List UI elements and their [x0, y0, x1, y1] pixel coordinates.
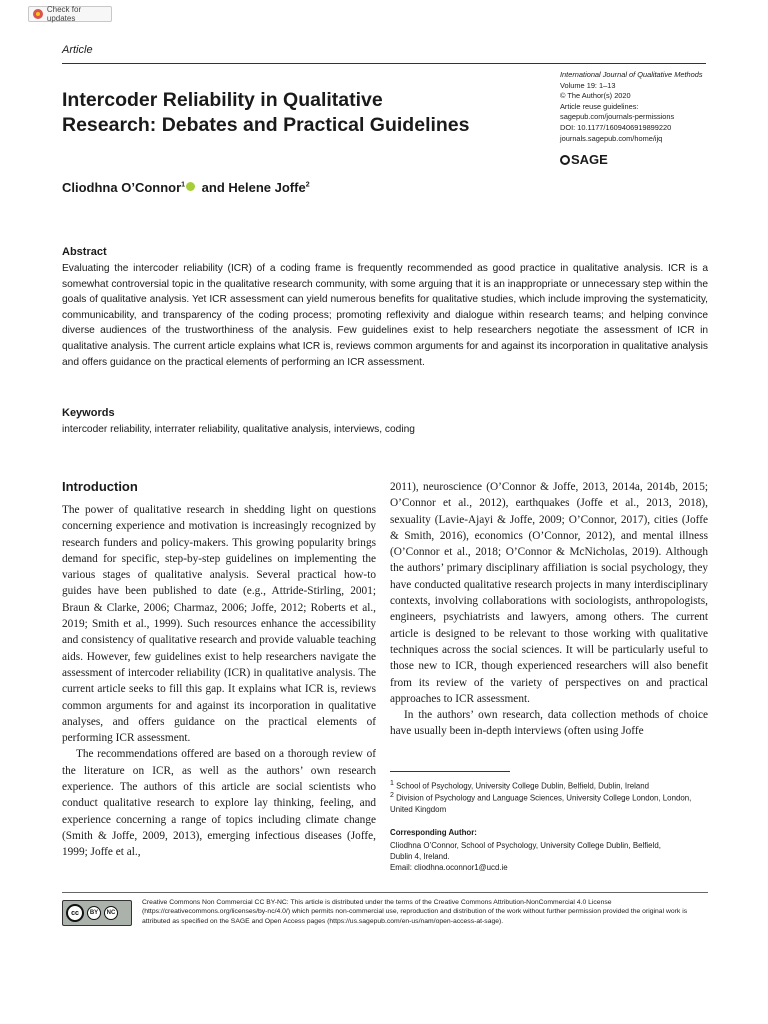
- author-1-affiliation: 1: [181, 181, 186, 189]
- sage-logo-icon: [560, 155, 570, 165]
- doi-link[interactable]: DOI: 10.1177/1609406919899220: [560, 122, 672, 132]
- footnote-2: [390, 790, 708, 815]
- footnote-2-number: 2: [390, 792, 394, 799]
- footnote-1-text: School of Psychology, University College Dublin, Belfield, Dublin, Ireland: [396, 781, 650, 791]
- reuse-guidelines-link[interactable]: sagepub.com/journals-permissions: [560, 112, 675, 122]
- license-text: Creative Commons Non Commercial CC BY-NC: This article is distributed under the terms of the Creative Commons Attribution-NonCommercial 4.0 License (https://creativecommons.org/licenses/by-nc/4.0/) which permits non-commercial use, reproduction and distribution of the work without further permission provided the original work is attributed as specified on the SAGE and Open Access pages (https://us.sagepub.com/en-us/nam/open-access-at-sage).: [142, 899, 688, 925]
- title-line-2: Research: Debates and Practical Guidelines: [62, 114, 470, 136]
- footnote-2-text: Division of Psychology and Language Sciences, University College London, London, United Kingdom: [390, 793, 692, 814]
- corresponding-author-heading: Corresponding Author:: [390, 828, 477, 837]
- cc-by-nc-badge[interactable]: [62, 900, 132, 926]
- footnote-1-number: 1: [390, 780, 394, 787]
- left-column: [62, 502, 376, 861]
- journal-volume: Volume 19: 1–13: [560, 80, 616, 90]
- journal-homepage-link[interactable]: journals.sagepub.com/home/ijq: [560, 133, 663, 143]
- crossmark-icon: [33, 9, 43, 19]
- reuse-guidelines-label: Article reuse guidelines:: [560, 101, 639, 111]
- author-joiner: and Helene Joffe: [198, 180, 306, 195]
- article-type-label: Article: [62, 44, 93, 56]
- corresponding-author-line-1: Cliodhna O’Connor, School of Psychology, University College Dublin, Belfield,: [390, 841, 661, 850]
- license-divider: [62, 892, 708, 893]
- article-title: [62, 88, 542, 138]
- keywords-text: intercoder reliability, interrater reliability, qualitative analysis, interviews, coding: [62, 424, 415, 435]
- author-2-affiliation: 2: [305, 181, 310, 189]
- orcid-icon[interactable]: [186, 182, 195, 191]
- corresponding-author-email[interactable]: Email: cliodhna.oconnor1@ucd.ie: [390, 863, 508, 872]
- corresponding-author-block: [390, 840, 710, 873]
- author-line: [62, 180, 310, 195]
- cc-icon: cc: [66, 904, 84, 922]
- corresponding-author-line-2: Dublin 4, Ireland.: [390, 852, 450, 861]
- journal-name: International Journal of Qualitative Methods: [560, 70, 703, 79]
- title-line-1: Intercoder Reliability in Qualitative: [62, 89, 383, 111]
- right-column: [390, 479, 708, 740]
- keywords-heading: Keywords: [62, 407, 115, 419]
- check-for-updates-button[interactable]: [28, 6, 112, 22]
- journal-metadata: [560, 70, 760, 144]
- intro-paragraph-4: In the authors’ own research, data collection methods of choice have usually been in-depth interviews (often using Joffe: [390, 709, 708, 738]
- check-for-updates-label: Check for updates: [46, 5, 82, 23]
- sage-logo-text: SAGE: [571, 152, 608, 167]
- intro-paragraph-1: The power of qualitative research in shedding light on questions concerning experience and motivation is increasingly recognized by research funders and policy-makers. This growing popularity brings demand for specific, step-by-step guidelines on implementing the various stages of qualitative analysis. Several practical how-to guides have been published to date (e.g., Attride-Stirling, 2001; Braun & Clarke, 2006; Charmaz, 2006; Joffe, 2012; Roberts et al., 2019; Smith et al., 1999). Such resources enhance the accessibility and consistency of qualitative research and provide valuable teaching aids. However, few guidelines exist to help researchers navigate the assessment of intercoder reliability (ICR) in qualitative analysis. The current article seeks to fill this gap. It explains what ICR is, reviews common arguments for and against its incorporation in qualitative analyses, and offers guidance on the practical elements of performing ICR assessment.: [62, 504, 376, 745]
- intro-paragraph-2: The recommendations offered are based on a thorough review of the literature on ICR, as well as the authors’ own research experience. The authors of this article are social scientists who conduct qualitative research to explore lay thinking, feeling, and experience concerning a range of topics including climate change (Smith & Joffe, 2009, 2013), emerging infectious diseases (Joffe, 1999; Joffe et al.,: [62, 748, 376, 859]
- abstract-text: Evaluating the intercoder reliability (ICR) of a coding frame is frequently recommended as good practice in qualitative analysis. ICR is a somewhat controversial topic in the qualitative research community, with some arguing that it is an inappropriate or unnecessary step within the goals of qualitative analysis. Yet ICR assessment can yield numerous benefits for qualitative studies, which include improving the systematicity, communicability, and transparency of the coding process; promoting reflexivity and dialogue within research teams; and helping convince diverse audiences of the trustworthiness of the analysis. Few guidelines exist to help researchers negotiate the assessment of ICR in qualitative analysis. The current article explains what ICR is, reviews common arguments for and against its incorporation in qualitative analysis and offers guidance on the practical elements of performing an ICR assessment.: [62, 263, 708, 368]
- nc-icon: NC: [104, 906, 118, 920]
- author-1: Cliodhna O’Connor: [62, 180, 182, 195]
- introduction-heading: Introduction: [62, 479, 138, 494]
- intro-paragraph-3: 2011), neuroscience (O’Connor & Joffe, 2013, 2014a, 2014b, 2015; O’Connor et al., 2012), earthquakes (Joffe et al., 2013, 2018), sexuality (Lavie-Ajayi & Joffe, 2009; O’Connor, 2017), cities (Joffe & Smith, 2016), economics (O’Connor, 2012), and mental illness (O’Connor et al., 2018; O’Connor & McNicholas, 2019). Although the authors’ primary disciplinary affiliation is social psychology, they have conducted qualitative research projects in many interdisciplinary contexts, involving collaborations with sociologists, anthropologists, engineers, psychiatrists and lawyers, among others. The current article is designed to be relevant to those working with qualitative techniques across the social sciences. It will be particularly useful to those new to ICR, though experienced researchers will also benefit from its review of the variety of perspectives on and practical approaches to ICR assessment.: [390, 481, 708, 705]
- sage-logo: [560, 152, 608, 167]
- footnote-divider: [390, 771, 510, 772]
- by-icon: BY: [87, 906, 101, 920]
- header-divider: [62, 63, 706, 64]
- abstract-heading: Abstract: [62, 246, 107, 258]
- copyright-line: © The Author(s) 2020: [560, 91, 631, 101]
